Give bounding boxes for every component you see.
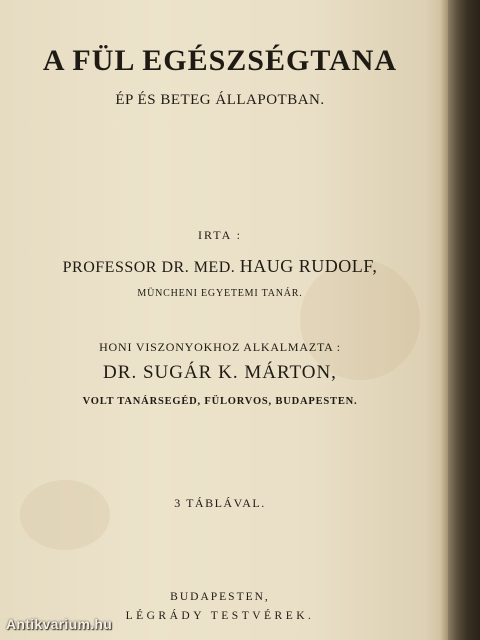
page-gutter-shadow xyxy=(440,0,448,640)
author-name: HAUG RUDOLF, xyxy=(239,256,378,276)
plates-note: 3 TÁBLÁVAL. xyxy=(174,496,266,510)
adapted-label: HONI VISZONYOKHOZ ALKALMAZTA : xyxy=(99,340,341,354)
byline-label: IRTA : xyxy=(198,228,242,242)
imprint-city: BUDAPESTEN, xyxy=(170,591,270,603)
watermark-text: Antikvarium.hu xyxy=(6,616,113,632)
adapter-name: SUGÁR K. MÁRTON, xyxy=(142,362,337,383)
imprint-publisher: LÉGRÁDY TESTVÉREK. xyxy=(125,610,315,622)
adapter-position: VOLT TANÁRSEGÉD, FÜLORVOS, BUDAPESTEN. xyxy=(82,396,358,407)
adapter-line xyxy=(0,362,440,384)
author-line xyxy=(0,256,440,277)
author-prefix: PROFESSOR DR. MED. xyxy=(62,259,236,276)
book-title: A FÜL EGÉSZSÉGTANA xyxy=(42,44,398,77)
author-position: MÜNCHENI EGYETEMI TANÁR. xyxy=(137,288,303,299)
adapter-prefix: DR. xyxy=(103,362,138,383)
book-spine xyxy=(448,0,480,640)
book-subtitle: ÉP ÉS BETEG ÁLLAPOTBAN. xyxy=(115,92,325,108)
paper-stain xyxy=(20,480,110,550)
